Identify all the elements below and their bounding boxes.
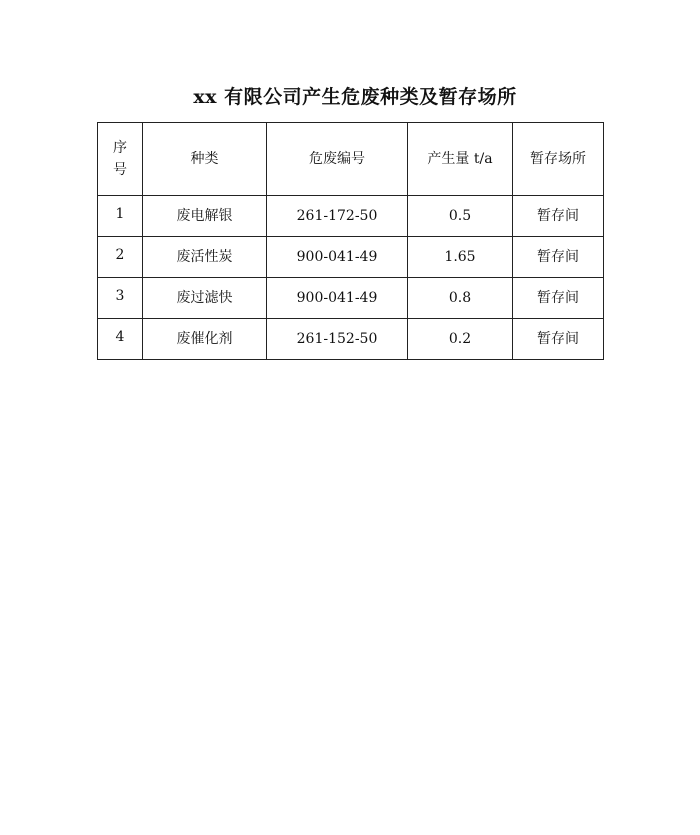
cell-storage: 暂存间 — [513, 196, 604, 237]
header-storage: 暂存场所 — [513, 123, 604, 196]
cell-storage: 暂存间 — [513, 319, 604, 360]
header-seq-label: 序号 — [113, 140, 127, 178]
cell-type: 废电解银 — [143, 196, 267, 237]
cell-amount: 0.8 — [408, 278, 513, 319]
cell-code: 900-041-49 — [267, 237, 408, 278]
table-row — [98, 278, 604, 319]
header-seq — [98, 123, 143, 196]
header-type: 种类 — [143, 123, 267, 196]
cell-amount: 0.2 — [408, 319, 513, 360]
cell-amount: 0.5 — [408, 196, 513, 237]
table-row — [98, 319, 604, 360]
cell-type: 废催化剂 — [143, 319, 267, 360]
table-body — [98, 196, 604, 360]
table-header — [98, 123, 604, 196]
cell-storage: 暂存间 — [513, 278, 604, 319]
table-row — [98, 237, 604, 278]
header-row — [98, 123, 604, 196]
header-code: 危废编号 — [267, 123, 408, 196]
cell-amount: 1.65 — [408, 237, 513, 278]
hazardous-waste-table — [97, 122, 604, 360]
cell-type: 废活性炭 — [143, 237, 267, 278]
page-title: xx 有限公司产生危废种类及暂存场所 — [193, 86, 517, 108]
table-row — [98, 196, 604, 237]
cell-storage: 暂存间 — [513, 237, 604, 278]
cell-seq: 4 — [98, 319, 143, 360]
cell-code: 261-152-50 — [267, 319, 408, 360]
cell-seq: 2 — [98, 237, 143, 278]
cell-code: 261-172-50 — [267, 196, 408, 237]
cell-code: 900-041-49 — [267, 278, 408, 319]
header-amount: 产生量 t/a — [408, 123, 513, 196]
cell-seq: 3 — [98, 278, 143, 319]
cell-seq: 1 — [98, 196, 143, 237]
cell-type: 废过滤快 — [143, 278, 267, 319]
